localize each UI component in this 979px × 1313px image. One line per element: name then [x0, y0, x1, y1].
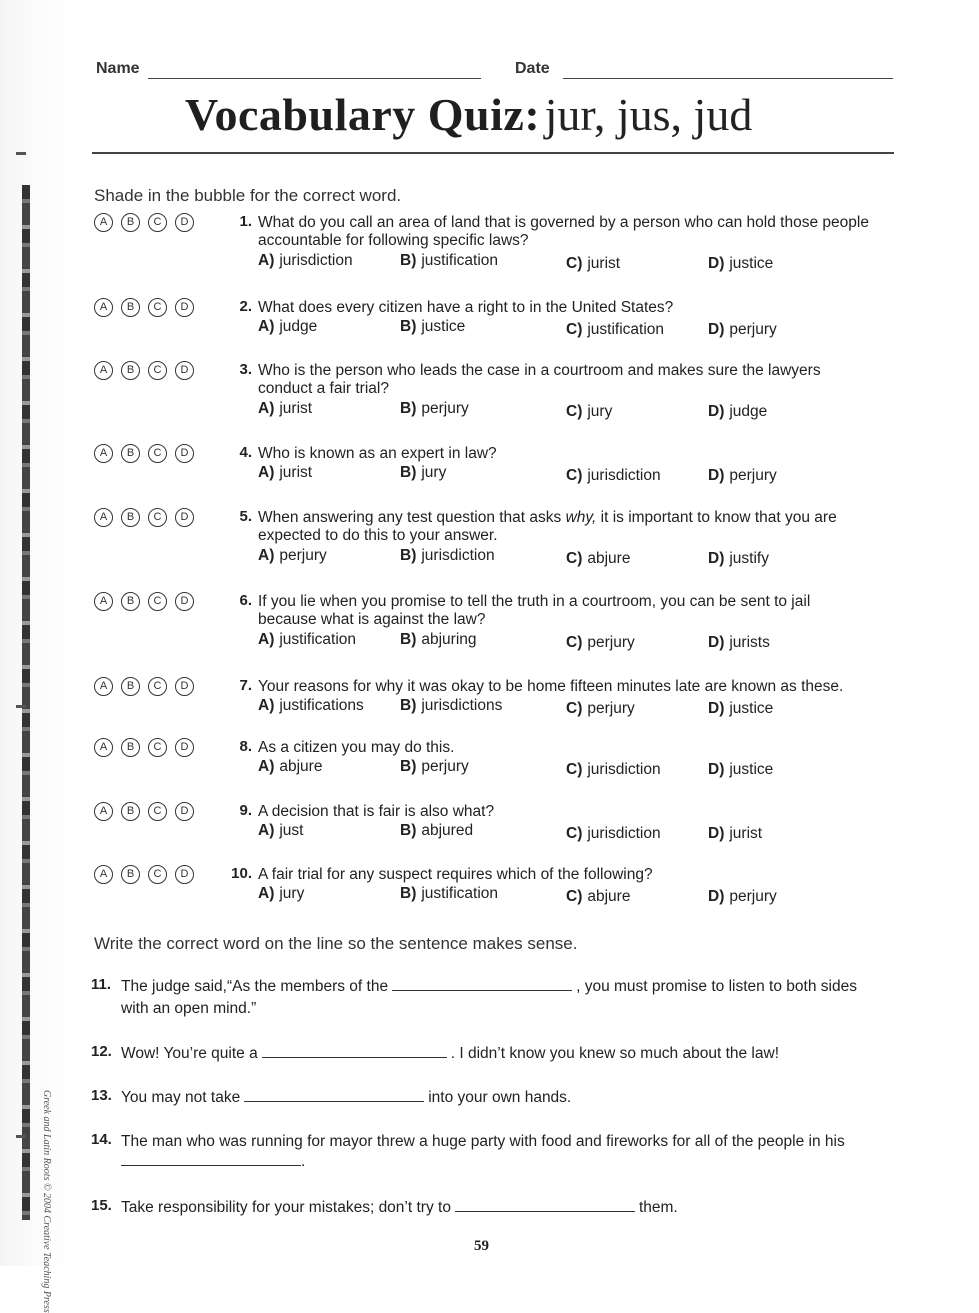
write-item-sentence	[121, 1089, 571, 1107]
question-number: 8.	[239, 738, 252, 755]
answer-bubble-a[interactable]: A	[94, 213, 113, 232]
choice-word: justifications	[279, 697, 364, 714]
question-number: 7.	[239, 677, 252, 694]
answer-bubble-c[interactable]: C	[148, 677, 167, 696]
question-text-line: If you lie when you promise to tell the truth in a courtroom, you can be sent to jail	[258, 593, 811, 610]
choice-word: jury	[279, 885, 305, 902]
question-text-line: What does every citizen have a right to in the United States?	[258, 299, 674, 316]
choice-word: abjure	[279, 758, 323, 775]
answer-bubble-b[interactable]: B	[121, 298, 140, 317]
choice-word: perjury	[729, 888, 777, 905]
choice-letter: D)	[708, 634, 725, 651]
answer-choice-b	[400, 697, 502, 715]
question-number: 6.	[239, 592, 252, 609]
answer-bubbles	[94, 802, 194, 821]
date-line[interactable]	[563, 78, 893, 79]
answer-choice-a	[258, 822, 303, 840]
answer-bubble-a[interactable]: A	[94, 677, 113, 696]
sentence-before-blank: Take responsibility for your mistakes; don’t try to	[121, 1199, 451, 1216]
answer-choice-d	[708, 550, 769, 568]
answer-bubble-d[interactable]: D	[175, 361, 194, 380]
write-item-number: 15.	[91, 1197, 112, 1214]
answer-choice-b	[400, 547, 495, 565]
question-text	[258, 866, 898, 884]
choice-letter: A)	[258, 758, 275, 775]
section2-instructions: Write the correct word on the line so the sentence makes sense.	[94, 934, 578, 953]
choice-word: perjury	[729, 467, 777, 484]
answer-bubbles	[94, 677, 194, 696]
choice-word: justice	[421, 318, 466, 335]
answer-choice-b	[400, 885, 498, 903]
choice-letter: B)	[400, 697, 417, 714]
choice-word: abjuring	[421, 631, 477, 648]
answer-bubble-b[interactable]: B	[121, 865, 140, 884]
answer-bubbles	[94, 361, 194, 380]
binding-mark	[16, 152, 26, 155]
answer-bubble-b[interactable]: B	[121, 738, 140, 757]
question-number: 2.	[239, 298, 252, 315]
sentence-after-blank: them.	[638, 1199, 678, 1216]
title-main: Vocabulary Quiz:	[185, 89, 541, 140]
sentence-after-blank: into your own hands.	[428, 1089, 572, 1106]
date-label: Date	[515, 60, 550, 77]
answer-choice-d	[708, 825, 762, 843]
write-item-sentence	[121, 1199, 678, 1217]
sentence-after-blank: .	[301, 1153, 306, 1170]
answer-bubbles	[94, 213, 194, 232]
scan-edge-shadow	[0, 0, 70, 1266]
write-item-sentence	[121, 1045, 779, 1063]
sentence-before-blank: The judge said,“As the members of the	[121, 978, 389, 995]
question-number: 5.	[239, 508, 252, 525]
question-number: 10.	[231, 865, 252, 882]
answer-blank[interactable]	[262, 1056, 447, 1058]
choice-letter: C)	[566, 550, 583, 567]
question-text-line: because what is against the law?	[258, 611, 486, 628]
choice-letter: A)	[258, 885, 275, 902]
choice-word: jury	[587, 403, 613, 420]
choice-letter: D)	[708, 761, 725, 778]
answer-choice-a	[258, 885, 304, 903]
answer-bubble-b[interactable]: B	[121, 677, 140, 696]
answer-choice-a	[258, 758, 322, 776]
choice-letter: C)	[566, 467, 583, 484]
answer-bubble-c[interactable]: C	[148, 802, 167, 821]
answer-bubble-b[interactable]: B	[121, 444, 140, 463]
choice-letter: B)	[400, 631, 417, 648]
write-item-number: 12.	[91, 1043, 112, 1060]
choice-word: abjure	[587, 888, 631, 905]
answer-choice-b	[400, 400, 469, 418]
choice-word: jurist	[279, 464, 313, 481]
question-text-line: expected to do this to your answer.	[258, 527, 498, 544]
question-text	[258, 678, 898, 696]
answer-choice-d	[708, 888, 777, 906]
write-item-sentence	[121, 978, 857, 996]
write-item-sentence-line2: with an open mind.”	[121, 1000, 257, 1017]
question-text-line: Your reasons for why it was okay to be home fifteen minutes late are known as these.	[258, 678, 844, 695]
side-credit: Greek and Latin Roots © 2004 Creative Teaching Press	[41, 1090, 52, 1313]
choice-word: jury	[421, 464, 447, 481]
choice-letter: B)	[400, 318, 417, 335]
choice-word: jurist	[729, 825, 763, 842]
name-line[interactable]	[148, 78, 481, 79]
page-number: 59	[474, 1238, 489, 1254]
choice-word: jurists	[729, 634, 770, 651]
answer-bubble-a[interactable]: A	[94, 444, 113, 463]
question-text-line: A fair trial for any suspect requires which of the following?	[258, 866, 653, 883]
choice-word: perjury	[279, 547, 327, 564]
answer-choice-c	[566, 255, 620, 273]
question-text	[258, 362, 898, 398]
sentence-before-blank: You may not take	[121, 1089, 241, 1106]
answer-choice-b	[400, 631, 477, 649]
choice-letter: B)	[400, 758, 417, 775]
answer-bubble-a[interactable]: A	[94, 298, 113, 317]
answer-choice-d	[708, 634, 770, 652]
choice-letter: A)	[258, 464, 275, 481]
choice-word: justification	[421, 252, 499, 269]
choice-word: perjury	[587, 634, 635, 651]
choice-letter: D)	[708, 403, 725, 420]
choice-letter: C)	[566, 888, 583, 905]
sentence-before-blank: Wow! You’re quite a	[121, 1045, 258, 1062]
question-number: 9.	[239, 802, 252, 819]
answer-choice-a	[258, 400, 312, 418]
answer-bubble-a[interactable]: A	[94, 508, 113, 527]
title-rule	[92, 152, 894, 154]
answer-choice-c	[566, 888, 630, 906]
question-text-line: Who is known as an expert in law?	[258, 445, 497, 462]
choice-letter: B)	[400, 822, 417, 839]
answer-choice-d	[708, 255, 773, 273]
answer-choice-d	[708, 403, 767, 421]
choice-letter: A)	[258, 547, 275, 564]
choice-word: justice	[729, 700, 774, 717]
question-text	[258, 803, 898, 821]
choice-word: justice	[729, 761, 774, 778]
answer-bubble-b[interactable]: B	[121, 802, 140, 821]
choice-word: jurisdiction	[587, 825, 661, 842]
answer-bubbles	[94, 738, 194, 757]
question-text-line: conduct a fair trial?	[258, 380, 389, 397]
answer-blank[interactable]	[244, 1100, 424, 1102]
question-text	[258, 299, 898, 317]
answer-choice-c	[566, 825, 661, 843]
answer-blank[interactable]	[392, 989, 572, 991]
question-text	[258, 593, 898, 629]
choice-word: justice	[729, 255, 774, 272]
answer-bubble-c[interactable]: C	[148, 444, 167, 463]
question-text-part: When answering any test question that asks	[258, 509, 566, 526]
answer-choice-a	[258, 631, 356, 649]
answer-bubble-d[interactable]: D	[175, 508, 194, 527]
answer-choice-c	[566, 700, 635, 718]
question-text-line: What do you call an area of land that is governed by a person who can hold those people	[258, 214, 869, 231]
choice-letter: A)	[258, 822, 275, 839]
answer-bubble-c[interactable]: C	[148, 592, 167, 611]
choice-letter: B)	[400, 885, 417, 902]
answer-bubble-a[interactable]: A	[94, 592, 113, 611]
title-topic: jur, jus, jud	[544, 89, 753, 140]
choice-word: jurist	[279, 400, 313, 417]
answer-bubble-c[interactable]: C	[148, 508, 167, 527]
answer-choice-a	[258, 697, 364, 715]
choice-letter: B)	[400, 547, 417, 564]
answer-bubbles	[94, 592, 194, 611]
choice-letter: D)	[708, 467, 725, 484]
choice-letter: C)	[566, 825, 583, 842]
answer-bubble-c[interactable]: C	[148, 865, 167, 884]
choice-letter: A)	[258, 318, 275, 335]
answer-bubble-a[interactable]: A	[94, 361, 113, 380]
answer-choice-b	[400, 252, 498, 270]
answer-bubble-d[interactable]: D	[175, 592, 194, 611]
write-item-sentence-line2	[121, 1153, 305, 1171]
answer-bubble-d[interactable]: D	[175, 444, 194, 463]
answer-bubble-b[interactable]: B	[121, 508, 140, 527]
choice-letter: B)	[400, 252, 417, 269]
choice-word: justify	[729, 550, 769, 567]
answer-bubble-d[interactable]: D	[175, 298, 194, 317]
choice-word: jurisdiction	[587, 761, 661, 778]
choice-letter: B)	[400, 464, 417, 481]
answer-bubble-a[interactable]: A	[94, 865, 113, 884]
question-text-line: Who is the person who leads the case in a courtroom and makes sure the lawyers	[258, 362, 821, 379]
question-text-line: As a citizen you may do this.	[258, 739, 455, 756]
choice-letter: D)	[708, 255, 725, 272]
choice-word: perjury	[587, 700, 635, 717]
choice-letter: C)	[566, 761, 583, 778]
answer-choice-c	[566, 467, 661, 485]
answer-bubble-d[interactable]: D	[175, 738, 194, 757]
question-text-italic: why,	[565, 509, 597, 526]
question-text-line: accountable for following specific laws?	[258, 232, 529, 249]
answer-choice-d	[708, 467, 777, 485]
question-text	[258, 509, 898, 545]
answer-bubbles	[94, 508, 194, 527]
question-text-part: it is important to know that you are	[596, 509, 837, 526]
answer-bubbles	[94, 444, 194, 463]
choice-letter: B)	[400, 400, 417, 417]
choice-word: justification	[421, 885, 499, 902]
choice-letter: D)	[708, 550, 725, 567]
choice-word: justification	[587, 321, 665, 338]
choice-letter: C)	[566, 634, 583, 651]
write-item-sentence	[121, 1133, 845, 1151]
answer-bubble-d[interactable]: D	[175, 213, 194, 232]
answer-bubbles	[94, 865, 194, 884]
choice-letter: A)	[258, 697, 275, 714]
choice-word: abjure	[587, 550, 631, 567]
answer-choice-c	[566, 634, 635, 652]
choice-letter: D)	[708, 321, 725, 338]
choice-letter: C)	[566, 321, 583, 338]
answer-choice-b	[400, 464, 446, 482]
answer-choice-d	[708, 700, 773, 718]
choice-word: just	[279, 822, 304, 839]
page-title	[185, 88, 752, 141]
answer-choice-a	[258, 464, 312, 482]
answer-bubble-d[interactable]: D	[175, 802, 194, 821]
choice-word: jurisdictions	[421, 697, 503, 714]
answer-bubble-c[interactable]: C	[148, 361, 167, 380]
choice-letter: C)	[566, 403, 583, 420]
name-label: Name	[96, 60, 140, 77]
answer-choice-a	[258, 547, 327, 565]
choice-letter: A)	[258, 400, 275, 417]
answer-bubble-a[interactable]: A	[94, 802, 113, 821]
write-item-number: 14.	[91, 1131, 112, 1148]
choice-letter: C)	[566, 700, 583, 717]
choice-word: judge	[279, 318, 318, 335]
answer-choice-d	[708, 321, 777, 339]
binding-mark	[16, 705, 26, 708]
choice-letter: D)	[708, 825, 725, 842]
choice-word: perjury	[421, 758, 469, 775]
choice-letter: D)	[708, 700, 725, 717]
answer-bubble-c[interactable]: C	[148, 213, 167, 232]
answer-bubble-b[interactable]: B	[121, 213, 140, 232]
choice-word: jurisdiction	[421, 547, 495, 564]
answer-choice-a	[258, 318, 317, 336]
choice-word: jurisdiction	[587, 467, 661, 484]
answer-bubble-c[interactable]: C	[148, 298, 167, 317]
sentence-after-blank: . I didn’t know you knew so much about the law!	[450, 1045, 779, 1062]
answer-blank[interactable]	[455, 1210, 635, 1212]
choice-word: perjury	[729, 321, 777, 338]
answer-choice-b	[400, 318, 465, 336]
question-number: 1.	[239, 213, 252, 230]
answer-bubble-d[interactable]: D	[175, 865, 194, 884]
answer-bubble-c[interactable]: C	[148, 738, 167, 757]
choice-letter: A)	[258, 631, 275, 648]
choice-word: justification	[279, 631, 357, 648]
section1-instructions: Shade in the bubble for the correct word.	[94, 186, 402, 205]
choice-word: jurist	[587, 255, 621, 272]
answer-choice-c	[566, 403, 612, 421]
binding-strip	[22, 185, 30, 1220]
question-number: 3.	[239, 361, 252, 378]
write-item-number: 11.	[91, 976, 112, 993]
answer-choice-d	[708, 761, 773, 779]
answer-bubble-d[interactable]: D	[175, 677, 194, 696]
choice-word: judge	[729, 403, 768, 420]
answer-bubbles	[94, 298, 194, 317]
answer-choice-c	[566, 321, 664, 339]
choice-word: jurisdiction	[279, 252, 353, 269]
answer-choice-a	[258, 252, 353, 270]
sentence-before-blank: The man who was running for mayor threw a huge party with food and fireworks for all of the people in his	[121, 1133, 845, 1150]
answer-bubble-a[interactable]: A	[94, 738, 113, 757]
choice-letter: A)	[258, 252, 275, 269]
answer-choice-b	[400, 822, 473, 840]
answer-choice-b	[400, 758, 469, 776]
question-text-line: A decision that is fair is also what?	[258, 803, 495, 820]
question-text	[258, 445, 898, 463]
answer-choice-c	[566, 550, 630, 568]
answer-blank[interactable]	[121, 1164, 301, 1166]
choice-word: perjury	[421, 400, 469, 417]
question-number: 4.	[239, 444, 252, 461]
sentence-after-blank: , you must promise to listen to both sides	[576, 978, 857, 995]
answer-choice-c	[566, 761, 661, 779]
choice-letter: C)	[566, 255, 583, 272]
binding-mark	[16, 1135, 26, 1138]
choice-letter: D)	[708, 888, 725, 905]
question-text	[258, 214, 898, 250]
question-text	[258, 739, 898, 757]
write-item-number: 13.	[91, 1087, 112, 1104]
answer-bubble-b[interactable]: B	[121, 361, 140, 380]
choice-word: abjured	[421, 822, 474, 839]
answer-bubble-b[interactable]: B	[121, 592, 140, 611]
